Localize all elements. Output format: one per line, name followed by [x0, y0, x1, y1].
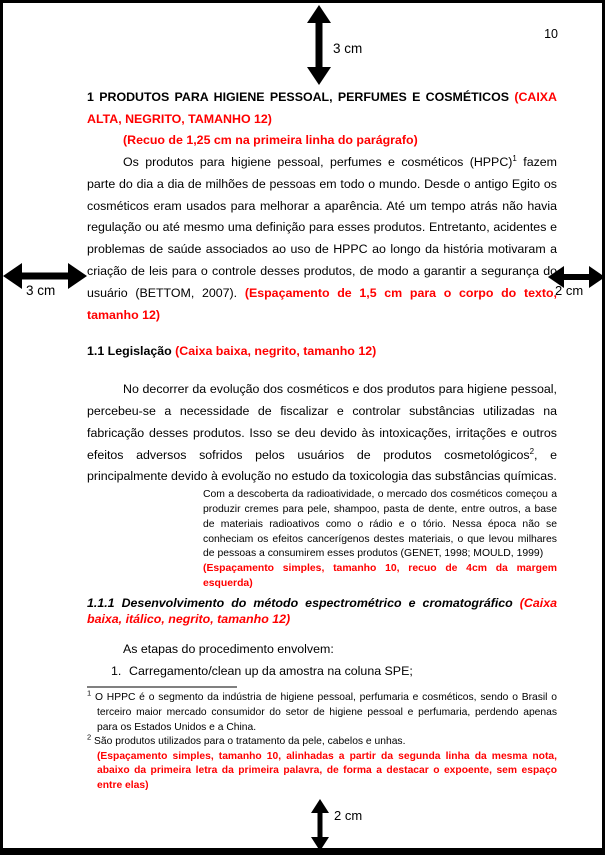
paragraph-2-text-b: , e principalmente devido à evolução no estudo da toxicologia das substâncias químicas.	[87, 447, 557, 484]
section-1-1-1-heading-text: 1.1.1 Desenvolvimento do método espectrométrico e cromatográfico	[87, 595, 520, 610]
bottom-margin-label: 2 cm	[334, 808, 363, 823]
block-quote	[203, 488, 557, 592]
footnote-formatting-annotation: (Espaçamento simples, tamanho 10, alinhadas a partir da segunda linha da mesma nota, abaixo da primeira letra da primeira palavra, de forma a destacar o expoente, sem espaço entre elas)	[97, 750, 557, 791]
bottom-margin-arrow-icon	[310, 799, 330, 851]
paragraph-1-text-a: Os produtos para higiene pessoal, perfumes e cosméticos (HPPC)	[123, 154, 513, 169]
right-margin-label: 2 cm	[555, 283, 584, 298]
section-1-1-heading-text: 1.1 Legislação	[87, 344, 176, 359]
section-1-heading	[87, 87, 557, 130]
list-item-marker: 1.	[111, 663, 122, 678]
footnote-separator	[87, 686, 237, 688]
paragraph-1-text-b: fazem parte do dia a dia de milhões de pessoas em todo o mundo. Desde o antigo Egito os cosméticos eram usados para melhorar a aparência. Até um tempo atrás não havia regulação ou até mesmo uma definição para esses produtos. Entretanto, acidentes e problemas de saúde associados ao uso de HPPC ao longo da história motivaram a criação de leis para o controle desses produtos, de modo a garantir a segurança do usuário (BETTOM, 2007).	[87, 154, 557, 300]
block-quote-text: Com a descoberta da radioatividade, o mercado dos cosméticos começou a produzir cremes para pele, shampoo, pasta de dente, entre outros, a base de materiais radioativos como o rádio e o tório. Nessa época não se conheciam os efeitos cancerígenos destes materiais, o que levou milhares de pessoas a consumirem esses produtos (GENET, 1998; MOULD, 1999)	[203, 489, 557, 560]
top-margin-label: 3 cm	[333, 41, 363, 56]
footnote-2-marker: 2	[87, 732, 92, 742]
paragraph-2	[87, 379, 557, 488]
footnote-2	[87, 732, 557, 750]
top-margin-arrow-icon	[306, 5, 332, 85]
footnote-1	[87, 688, 557, 735]
page-number: 10	[544, 27, 558, 41]
page-content	[87, 87, 557, 793]
footnote-ref-2: 2	[529, 446, 535, 456]
left-margin-label: 3 cm	[26, 283, 56, 298]
block-quote-annotation: (Espaçamento simples, tamanho 10, recuo de 4cm da margem esquerda)	[203, 563, 557, 589]
section-1-heading-annotation: (CAIXA ALTA, NEGRITO, TAMANHO 12)	[87, 90, 557, 126]
steps-intro: As etapas do procedimento envolvem:	[123, 641, 334, 656]
paragraph-2-text-a: No decorrer da evolução dos cosméticos e dos produtos para higiene pessoal, percebeu-se a necessidade de fiscalizar e controlar substâncias utilizadas na fabricação desses produtos. Isso se deu devido às intoxicações, irritações e outros efeitos adversos sofridos pelos usuários de produtos cosmetológicos	[87, 382, 557, 462]
footnote-2-text: São produtos utilizados para o tratamento da pele, cabelos e unhas.	[91, 736, 406, 748]
section-1-1-heading	[87, 341, 557, 363]
first-line-indent-annotation: (Recuo de 1,25 cm na primeira linha do parágrafo)	[123, 133, 418, 148]
ordered-list-item-1	[87, 661, 557, 683]
paragraph-1	[87, 152, 557, 326]
section-1-1-1-heading	[87, 595, 557, 628]
paragraph-1-spacing-annotation: (Espaçamento de 1,5 cm para o corpo do texto, tamanho 12)	[87, 285, 557, 322]
footnotes-block	[87, 688, 557, 793]
section-1-1-1-heading-annotation: (Caixa baixa, itálico, negrito, tamanho 12)	[87, 595, 557, 627]
footnote-ref-1: 1	[512, 153, 517, 163]
footnote-1-marker: 1	[87, 688, 92, 698]
list-item-text: Carregamento/clean up da amostra na coluna SPE;	[129, 663, 413, 678]
section-1-1-heading-annotation: (Caixa baixa, negrito, tamanho 12)	[175, 344, 377, 359]
footnote-1-text: O HPPC é o segmento da indústria de higiene pessoal, perfumaria e cosméticos, sendo o Brasil o terceiro maior mercado consumidor do setor de higiene pessoal e perfumaria, perdendo apenas para os Estados Unidos e a China.	[91, 692, 557, 733]
section-1-heading-text: 1 PRODUTOS PARA HIGIENE PESSOAL, PERFUMES E COSMÉTICOS	[87, 90, 515, 104]
